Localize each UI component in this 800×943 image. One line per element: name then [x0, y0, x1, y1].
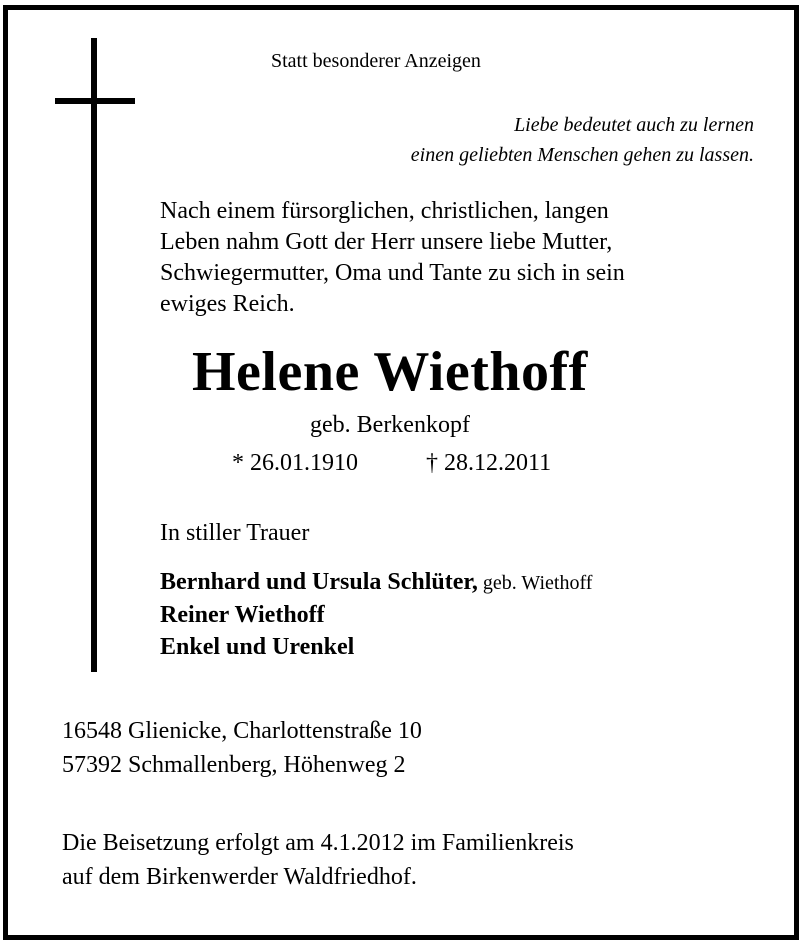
mourners-list	[160, 566, 592, 663]
intro-line: Leben nahm Gott der Herr unsere liebe Mutter,	[160, 229, 613, 255]
mourner-name: Bernhard und Ursula Schlüter,	[160, 569, 478, 595]
burial-line: auf dem Birkenwerder Waldfriedhof.	[62, 864, 417, 890]
burial-info	[62, 826, 574, 894]
intro-text	[160, 196, 625, 320]
intro-line: Schwiegermutter, Oma und Tante zu sich in sein	[160, 260, 625, 286]
birth-name: geb. Berkenkopf	[310, 412, 470, 438]
mourner-item	[160, 631, 592, 663]
address-line: 57392 Schmallenberg, Höhenweg 2	[62, 752, 406, 778]
quote-line: Liebe bedeutet auch zu lernen	[514, 114, 754, 136]
mourner-note: geb. Wiethoff	[477, 572, 593, 594]
addresses	[62, 714, 422, 782]
intro-line: Nach einem fürsorglichen, christlichen, langen	[160, 198, 609, 224]
address-line: 16548 Glienicke, Charlottenstraße 10	[62, 718, 422, 744]
deceased-name: Helene Wiethoff	[192, 341, 588, 403]
mourner-name: Reiner Wiethoff	[160, 602, 325, 628]
mourner-item	[160, 566, 592, 599]
quote	[411, 110, 754, 170]
mourning-label: In stiller Trauer	[160, 520, 310, 546]
mourner-name: Enkel und Urenkel	[160, 634, 355, 660]
mourner-item	[160, 599, 592, 631]
cross-vertical-bar	[91, 38, 97, 672]
quote-line: einen geliebten Menschen gehen zu lassen.	[410, 144, 754, 166]
death-date: † 28.12.2011	[426, 450, 552, 476]
burial-line: Die Beisetzung erfolgt am 4.1.2012 im Familienkreis	[62, 830, 574, 856]
notice-header: Statt besonderer Anzeigen	[271, 50, 481, 72]
birth-date: * 26.01.1910	[232, 450, 358, 476]
cross-horizontal-bar	[55, 98, 135, 104]
intro-line: ewiges Reich.	[160, 291, 295, 317]
